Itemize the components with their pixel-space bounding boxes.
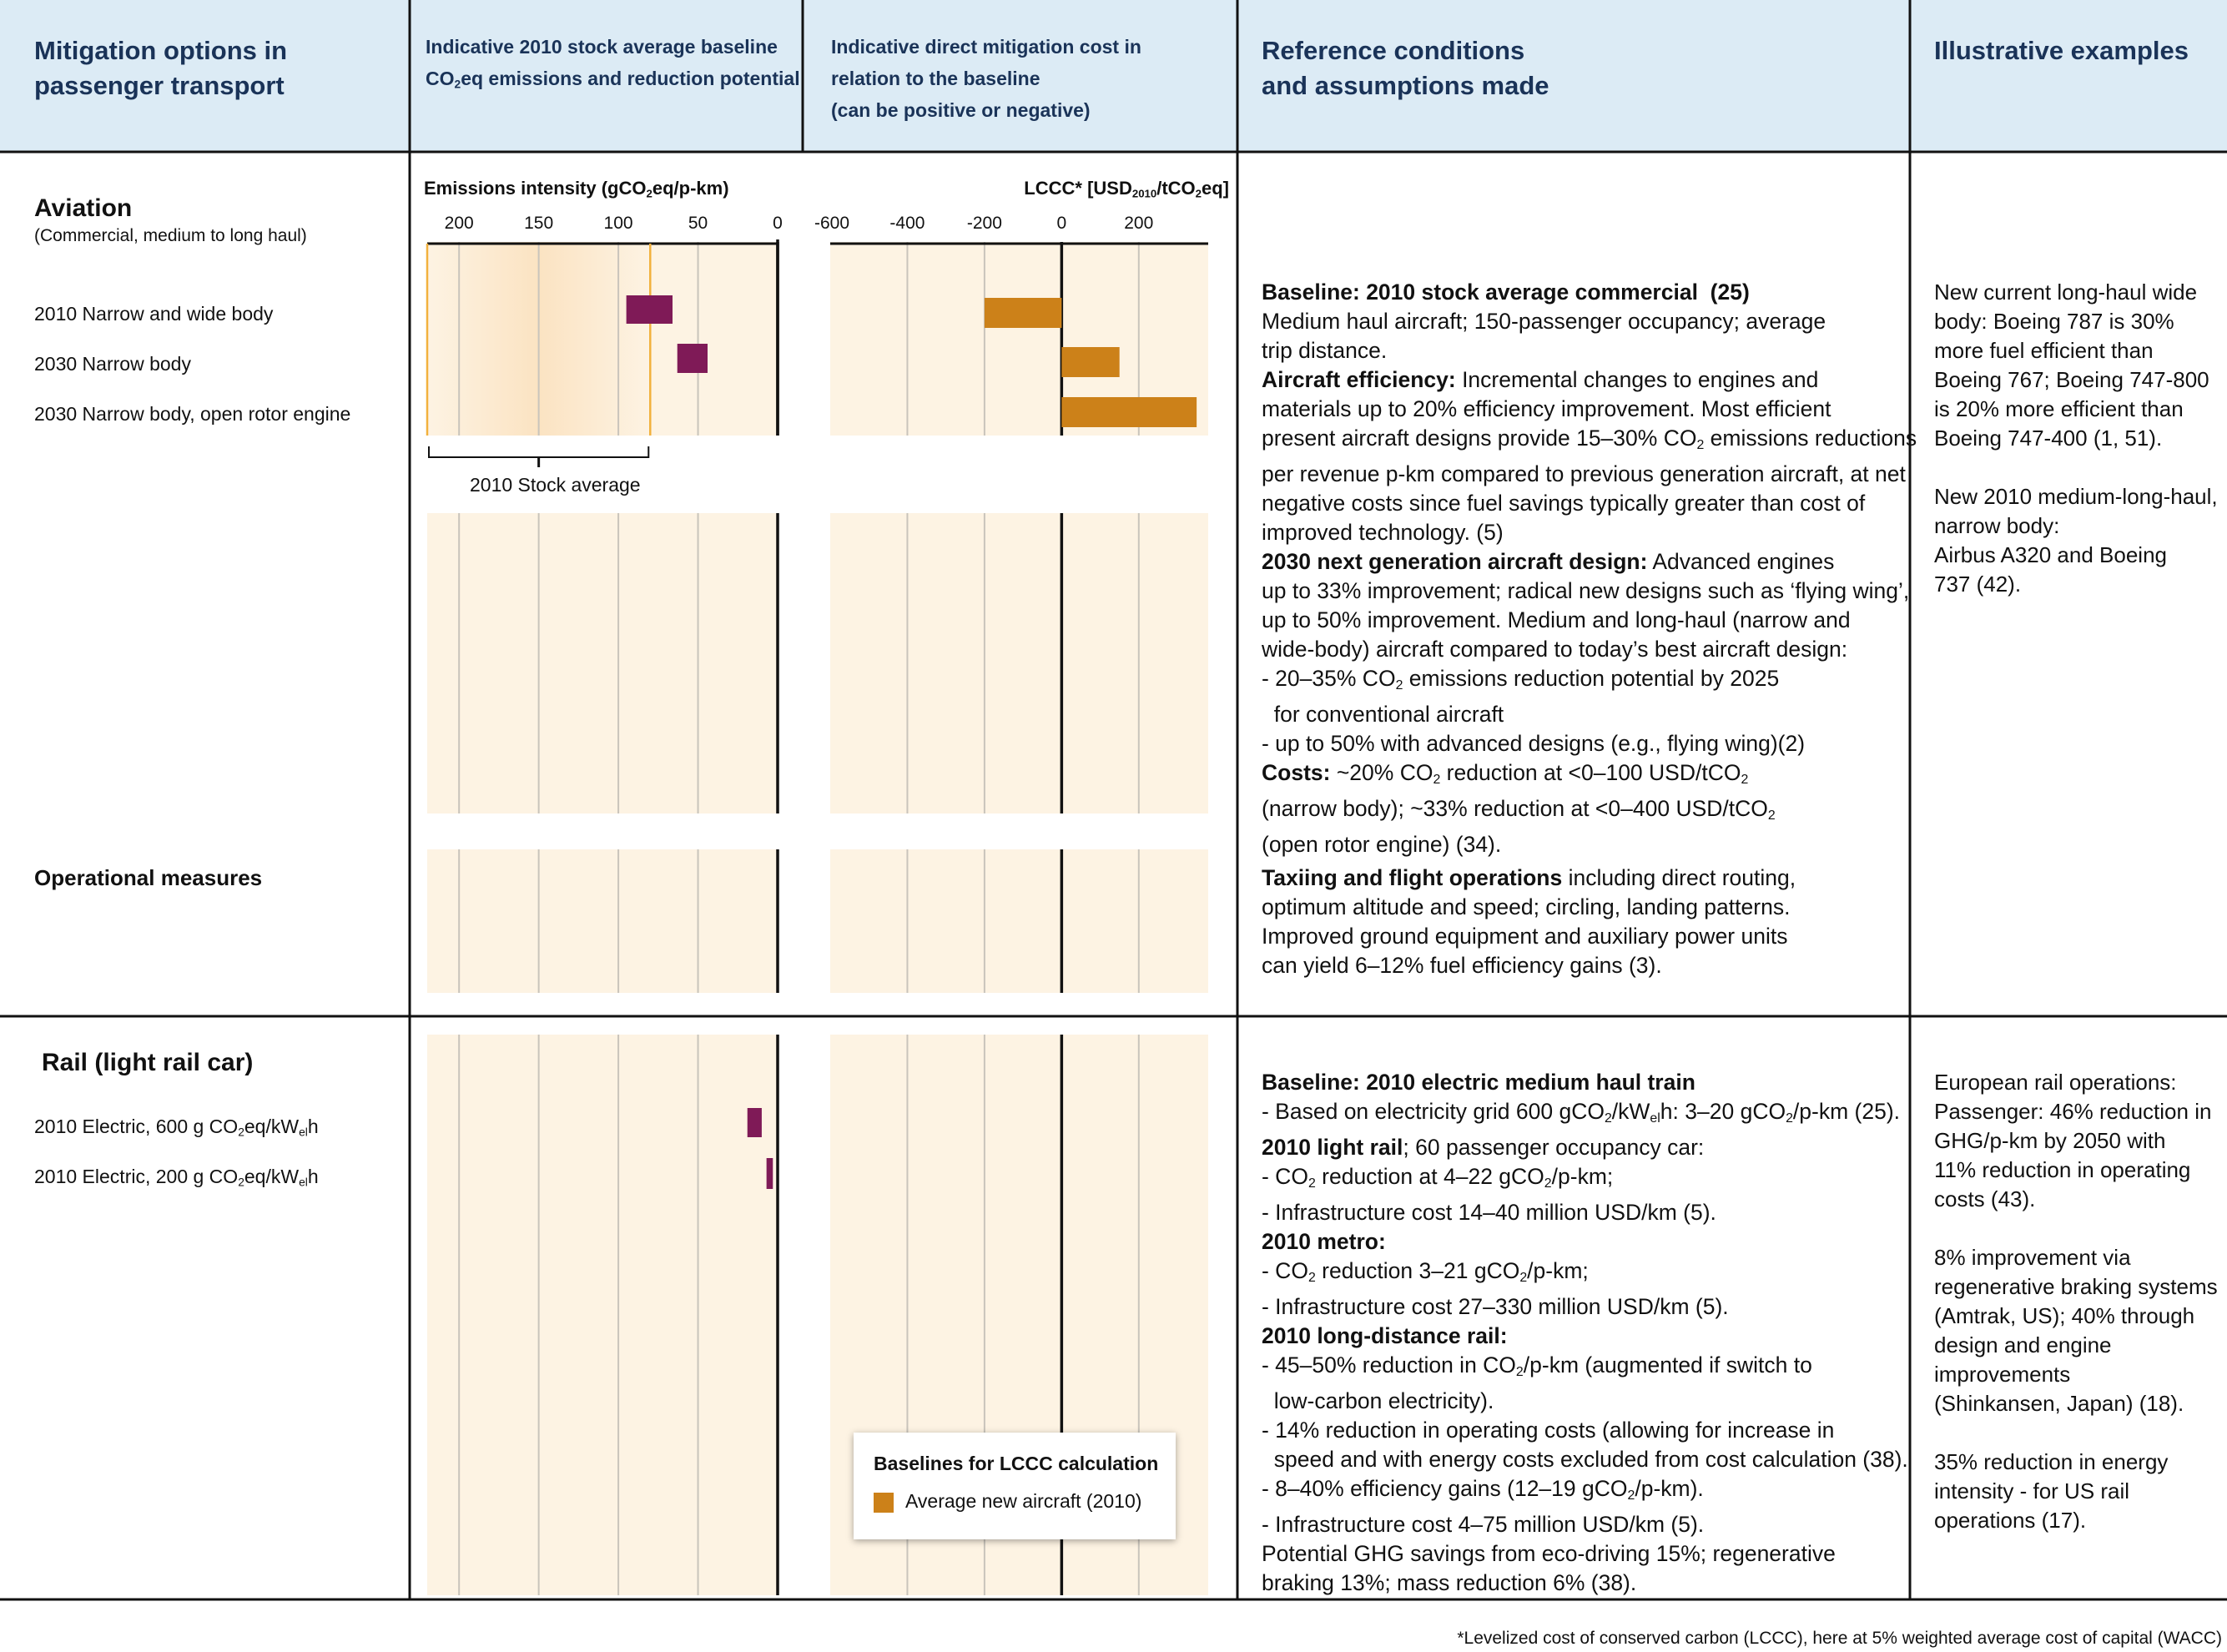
header-col2: Indicative 2010 stock average baseline $CO_2eq$ emissions and reduction potential [426, 36, 800, 91]
header-col3: Indicative direct mitigation cost in relation to the baseline (can be positive or negative) [831, 36, 1141, 121]
legend-box [854, 1433, 1176, 1539]
examples-aviation: New current long-haul wide body: Boeing 787 is 30% more fuel efficient than Boeing 767; Boeing 747-800 is 20% more efficient than Boeing 747-400 (1, 51). New 2010 medium-long-haul, narrow body: Airbus A320 and Boeing 737 (42). [1934, 280, 2218, 597]
emission-bar-4 [748, 1108, 762, 1137]
cost-tick-label: 0 [1056, 214, 1067, 233]
row-label-rail1: 2010 Electric, 600 g $CO_2eq/kW_{el}h$ [34, 1116, 319, 1139]
rail-title: Rail (light rail car) [42, 1049, 254, 1076]
row-label-av3: 2030 Narrow body, open rotor engine [34, 403, 351, 425]
cost-panel [830, 513, 1208, 813]
row-label-av2: 2030 Narrow body [34, 353, 191, 375]
header-col1: Mitigation options in passenger transport [34, 36, 288, 100]
cost-tick-label: -400 [889, 214, 925, 233]
stock-average-bracket [429, 446, 648, 457]
cost-bar-3 [1061, 397, 1197, 427]
emission-bar-5 [767, 1158, 773, 1189]
cost-tick-label: -200 [966, 214, 1002, 233]
conditions-rail: Baseline: 2010 electric medium haul train - Based on electricity grid 600 $gCO_2/kW_{el}h$: 3–20 gCO$_2$/p-km (25). 2010 light rail; 60 passenger occupancy car: - $CO_2$ reduction at 4–22 gCO$_2$/p-km; - Infrastructure cost 14–40 million USD/km (5). 2010 metro: - $CO_2$ reduction 3–21 gCO$_2$/p-km; - Infrastructure cost 27–330 million USD/km (5). 2010 long-distance rail: - 45–50% reduction in $CO_2/p-km$ (augmented if switch to low-carbon electricity). - 14% reduction in operating costs (allowing for increase in speed and with energy costs excluded from cost calculation (38). - 8–40% efficiency gains (12–19 gCO$_2$/p-km). - Infrastructure cost 4–75 million USD/km (5). Potential GHG savings from eco-driving 15%; regenerative braking 13%; mass reduction 6% (38). [1262, 1070, 1908, 1595]
emissions-tick-label: 50 [688, 214, 708, 233]
emission-bar-2 [678, 344, 708, 373]
cost-bar-2 [1061, 347, 1119, 377]
emissions-panel [427, 513, 778, 813]
aviation-title: Aviation [34, 194, 133, 222]
aviation-subtitle: (Commercial, medium to long haul) [34, 226, 307, 245]
header-col4: Reference conditions and assumptions made [1262, 36, 1549, 100]
header-col5: Illustrative examples [1934, 36, 2189, 65]
cost-tick-label: 200 [1124, 214, 1154, 233]
examples-rail: European rail operations: Passenger: 46% reduction in GHG/p-km by 2050 with 11% reduction in operating costs (43). 8% improvement via regenerative braking systems (Amtrak, US); 40% through design and engine improvements (Shinkansen, Japan) (18). 35% reduction in energy intensity - for US rail operations (17). [1934, 1070, 2218, 1533]
stock-average-label: 2010 Stock average [470, 474, 641, 496]
cost-tick-label: -600 [814, 214, 850, 233]
emissions-panel [427, 1035, 778, 1595]
row-label-rail2: 2010 Electric, 200 g $CO_2eq/kW_{el}h$ [34, 1166, 319, 1189]
emissions-tick-label: 150 [524, 214, 554, 233]
legend-label: Average new aircraft (2010) [905, 1490, 1142, 1512]
conditions-aviation: Baseline: 2010 stock average commercial (25) Medium haul aircraft; 150-passenger occupancy; average trip distance. Aircraft efficiency: Incremental changes to engines and materials up to 20% efficiency improvement. Most efficient present aircraft designs provide 15–30% $CO_2$ emissions reductions per revenue p-km compared to previous generation aircraft, at net negative costs since fuel savings typically greater than cost of improved technology. (5) 2030 next generation aircraft design: Advanced engines up to 33% improvement; radical new designs such as ‘flying wing’, up to 50% improvement. Medium and long-haul (narrow and wide-body) aircraft compared to today’s best aircraft design: - 20–35% $CO_2$ emissions reduction potential by 2025 for conventional aircraft - up to 50% with advanced designs (e.g., flying wing)(2) Costs: ~20% $CO_2$ reduction at <0–100 USD/tCO$_2$ (narrow body); ~33% reduction at <0–400 USD/tCO$_2$ (open rotor engine) (34). [1262, 280, 1917, 857]
lccc-axis-title: LCCC* $[USD_{2010}/tCO_2eq]$ [1024, 178, 1229, 200]
emissions-tick-label: 100 [603, 214, 633, 233]
legend-title: Baselines for LCCC calculation [874, 1453, 1159, 1474]
conditions-operational: Taxiing and flight operations including direct routing, optimum altitude and speed; circling, landing patterns. Improved ground equipment and auxiliary power units can yield 6–12% fuel efficiency gains (3). [1262, 865, 1796, 978]
emission-bar-1 [627, 295, 673, 324]
cost-panel [830, 849, 1208, 993]
cost-bar-1 [985, 298, 1061, 328]
emissions-axis-title: Emissions intensity (gCO$_2$eq/p-km) [424, 178, 729, 200]
emissions-panel [427, 849, 778, 993]
operational-measures-label: Operational measures [34, 865, 263, 890]
emissions-tick-label: 0 [773, 214, 783, 233]
emissions-tick-label: 200 [444, 214, 474, 233]
row-label-av1: 2010 Narrow and wide body [34, 303, 274, 325]
footnote: *Levelized cost of conserved carbon (LCCC), here at 5% weighted average cost of capital (WACC) [1457, 1629, 2222, 1648]
legend-swatch [874, 1493, 894, 1513]
